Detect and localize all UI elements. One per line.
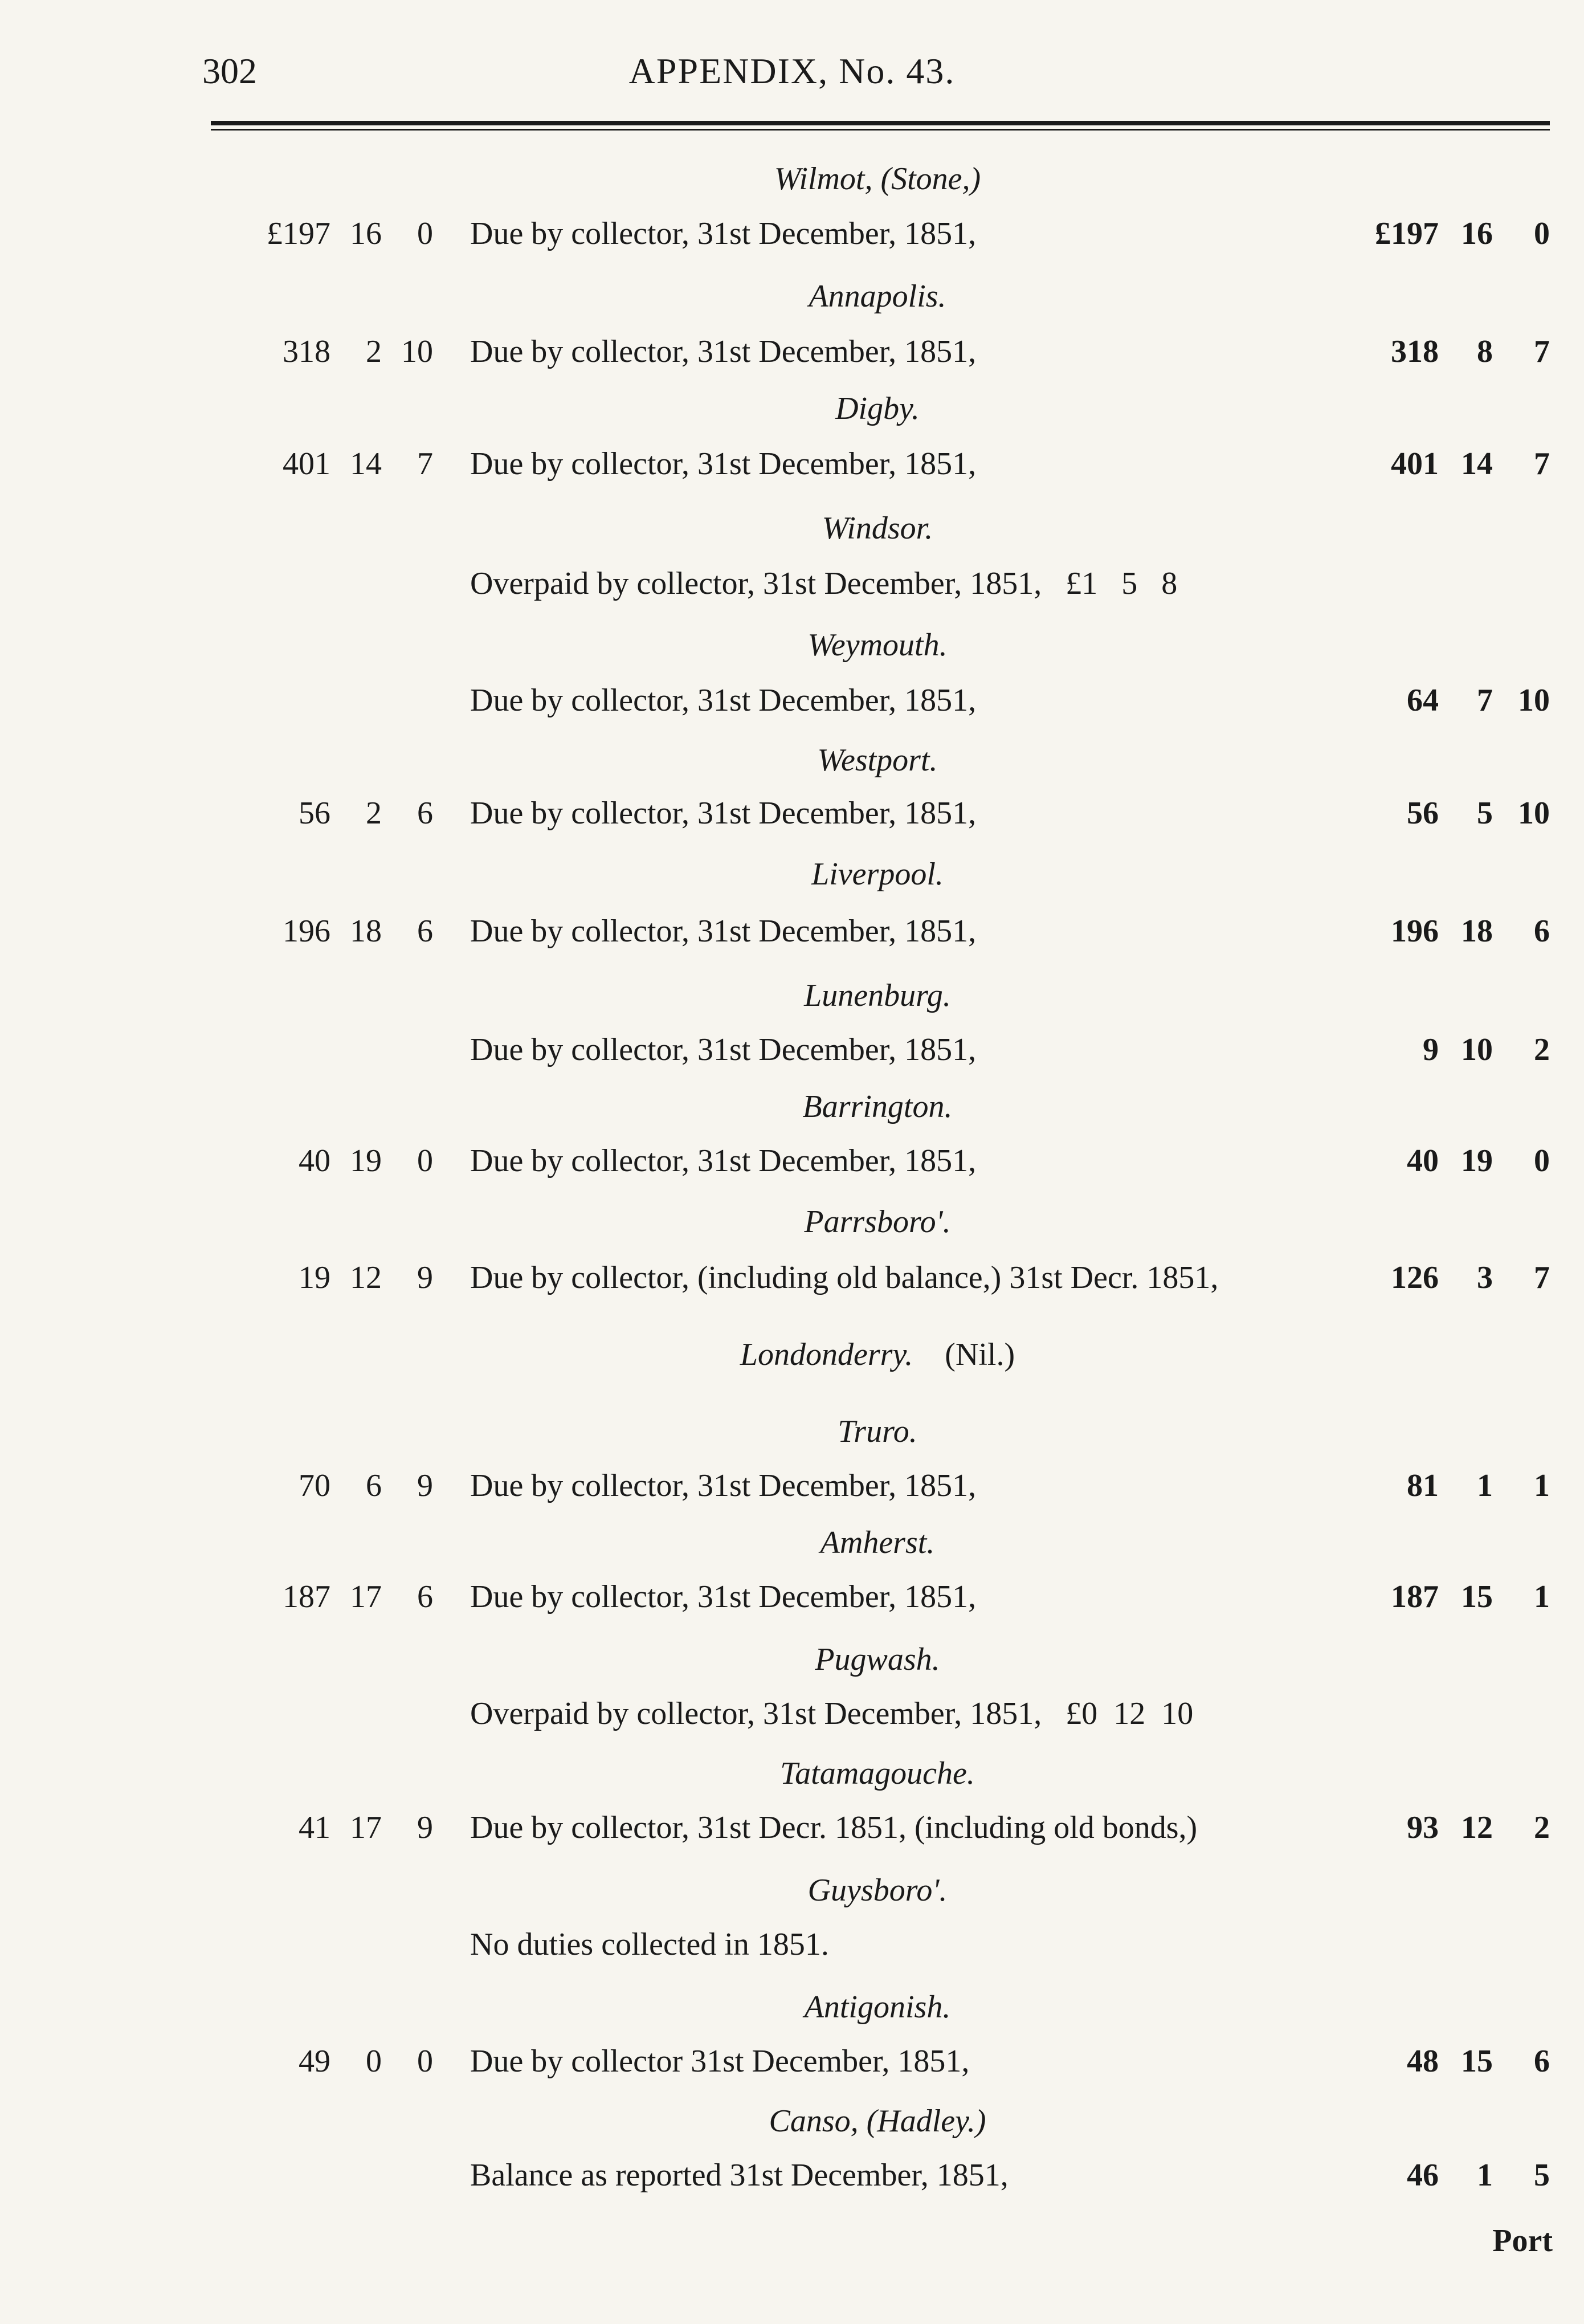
right-shillings: 16: [1461, 216, 1493, 251]
left-pence: 9: [417, 1810, 433, 1845]
left-shillings: 16: [350, 216, 382, 251]
catchword: Port: [1492, 2223, 1553, 2258]
right-pence: 1: [1534, 1579, 1550, 1614]
right-pence: 2: [1534, 1032, 1550, 1067]
page-title: APPENDIX, No. 43.: [628, 51, 956, 91]
left-pounds: 318: [283, 334, 330, 369]
right-pence: 5: [1534, 2158, 1550, 2193]
row-description: Due by collector, (including old balance,) 31st Decr. 1851,: [470, 1260, 1219, 1295]
section-heading: Parrsboro'.: [804, 1204, 951, 1240]
left-shillings: 14: [350, 446, 382, 482]
left-shillings: 17: [350, 1810, 382, 1845]
right-shillings: 15: [1461, 2044, 1493, 2079]
left-pounds: 196: [283, 914, 330, 949]
left-shillings: 17: [350, 1579, 382, 1614]
left-pounds: 56: [299, 796, 330, 831]
row-description: Due by collector, 31st December, 1851,: [470, 914, 977, 949]
ledger-row: [0, 913, 1584, 970]
right-pence: 7: [1534, 334, 1550, 369]
left-pence: 6: [417, 796, 433, 831]
header-rule-thick: [211, 121, 1550, 125]
row-description: Overpaid by collector, 31st December, 1851, £0 12 10: [470, 1696, 1194, 1731]
section-heading: Westport.: [817, 743, 938, 778]
left-pounds: 401: [283, 446, 330, 482]
right-pounds: £197: [1375, 216, 1439, 251]
page-number: 302: [202, 51, 257, 91]
row-description: Due by collector, 31st December, 1851,: [470, 446, 977, 482]
row-description: Due by collector 31st December, 1851,: [470, 2044, 970, 2079]
right-pence: 7: [1534, 446, 1550, 482]
left-pence: 10: [401, 334, 433, 369]
section-heading: Antigonish.: [804, 1989, 951, 2025]
row-description: Due by collector, 31st December, 1851,: [470, 683, 977, 718]
left-pounds: 41: [299, 1810, 330, 1845]
left-pence: 7: [417, 446, 433, 482]
ledger-row: [0, 795, 1584, 852]
left-shillings: 18: [350, 914, 382, 949]
right-pence: 10: [1518, 796, 1550, 831]
ledger-row: [0, 1926, 1584, 1983]
right-pence: 7: [1534, 1260, 1550, 1295]
right-pounds: 46: [1407, 2158, 1439, 2193]
ledger-row: [0, 1695, 1584, 1752]
right-shillings: 1: [1477, 1468, 1493, 1503]
section-heading: Pugwash.: [815, 1642, 940, 1677]
left-shillings: 12: [350, 1260, 382, 1295]
ledger-row: [0, 1809, 1584, 1866]
right-pounds: 56: [1407, 796, 1439, 831]
nil-note: (Nil.): [945, 1337, 1015, 1372]
right-pounds: 81: [1407, 1468, 1439, 1503]
page-header: [0, 50, 1584, 101]
right-shillings: 19: [1461, 1143, 1493, 1179]
right-shillings: 8: [1477, 334, 1493, 369]
left-pounds: 70: [299, 1468, 330, 1503]
left-pounds: 187: [283, 1579, 330, 1614]
ledger-row: [0, 1467, 1584, 1524]
right-shillings: 5: [1477, 796, 1493, 831]
row-description: Due by collector, 31st December, 1851,: [470, 796, 977, 831]
left-pounds: £197: [267, 216, 330, 251]
right-pence: 1: [1534, 1468, 1550, 1503]
header-rule-thin: [211, 129, 1550, 131]
left-pounds: 40: [299, 1143, 330, 1179]
section-heading: Truro.: [838, 1414, 917, 1449]
right-pounds: 196: [1391, 914, 1439, 949]
section-heading: Weymouth.: [807, 627, 948, 663]
left-shillings: 0: [366, 2044, 382, 2079]
left-pence: 6: [417, 1579, 433, 1614]
left-pence: 9: [417, 1468, 433, 1503]
row-description: Balance as reported 31st December, 1851,: [470, 2158, 1009, 2193]
ledger-row: [0, 2043, 1584, 2100]
ledger-row: [0, 1259, 1584, 1316]
right-pounds: 9: [1423, 1032, 1439, 1067]
row-description: Due by collector, 31st December, 1851,: [470, 334, 977, 369]
right-pence: 0: [1534, 1143, 1550, 1179]
right-shillings: 3: [1477, 1260, 1493, 1295]
ledger-row: [0, 2157, 1584, 2214]
ledger-row: [0, 1031, 1584, 1088]
left-pence: 0: [417, 1143, 433, 1179]
row-description: Due by collector, 31st Decr. 1851, (including old bonds,): [470, 1810, 1198, 1845]
right-pounds: 64: [1407, 683, 1439, 718]
left-pounds: 49: [299, 2044, 330, 2079]
row-description: Due by collector, 31st December, 1851,: [470, 1143, 977, 1179]
section-heading: Canso, (Hadley.): [769, 2103, 986, 2139]
section-heading: Wilmot, (Stone,): [774, 161, 981, 197]
row-description: Due by collector, 31st December, 1851,: [470, 1032, 977, 1067]
right-shillings: 15: [1461, 1579, 1493, 1614]
section-heading: Liverpool.: [811, 857, 944, 892]
londonderry-line: [0, 1336, 1584, 1373]
section-heading: Annapolis.: [809, 279, 946, 314]
left-shillings: 2: [366, 334, 382, 369]
left-pence: 0: [417, 216, 433, 251]
row-description: Due by collector, 31st December, 1851,: [470, 1579, 977, 1614]
left-pounds: 19: [299, 1260, 330, 1295]
row-description: Overpaid by collector, 31st December, 1851, £1 5 8: [470, 566, 1178, 601]
section-heading: Windsor.: [822, 511, 933, 546]
right-pence: 6: [1534, 914, 1550, 949]
section-heading: Barrington.: [802, 1089, 953, 1124]
right-pounds: 187: [1391, 1579, 1439, 1614]
left-pence: 6: [417, 914, 433, 949]
left-pence: 9: [417, 1260, 433, 1295]
right-pence: 6: [1534, 2044, 1550, 2079]
section-heading: Tatamagouche.: [780, 1756, 975, 1791]
ledger-row: [0, 565, 1584, 622]
right-pence: 10: [1518, 683, 1550, 718]
right-shillings: 1: [1477, 2158, 1493, 2193]
right-pounds: 93: [1407, 1810, 1439, 1845]
right-pence: 0: [1534, 216, 1550, 251]
right-pounds: 126: [1391, 1260, 1439, 1295]
right-pounds: 318: [1391, 334, 1439, 369]
right-shillings: 14: [1461, 446, 1493, 482]
right-pounds: 401: [1391, 446, 1439, 482]
right-shillings: 10: [1461, 1032, 1493, 1067]
ledger-row: [0, 682, 1584, 739]
section-heading: Amherst.: [820, 1525, 935, 1560]
ledger-row: [0, 1579, 1584, 1636]
section-heading: Lunenburg.: [804, 978, 951, 1013]
section-heading: Guysboro'.: [807, 1873, 948, 1908]
left-shillings: 2: [366, 796, 382, 831]
right-pounds: 40: [1407, 1143, 1439, 1179]
row-description: Due by collector, 31st December, 1851,: [470, 1468, 977, 1503]
right-pounds: 48: [1407, 2044, 1439, 2079]
left-shillings: 6: [366, 1468, 382, 1503]
ledger-row: [0, 446, 1584, 503]
right-pence: 2: [1534, 1810, 1550, 1845]
ledger-row: [0, 215, 1584, 272]
row-description: Due by collector, 31st December, 1851,: [470, 216, 977, 251]
ledger-row: [0, 333, 1584, 390]
left-pence: 0: [417, 2044, 433, 2079]
ledger-row: [0, 1143, 1584, 1200]
right-shillings: 18: [1461, 914, 1493, 949]
right-shillings: 7: [1477, 683, 1493, 718]
row-description: No duties collected in 1851.: [470, 1927, 829, 1962]
section-heading: Digby.: [835, 391, 920, 426]
right-shillings: 12: [1461, 1810, 1493, 1845]
londonderry-heading: Londonderry.: [740, 1337, 913, 1372]
left-shillings: 19: [350, 1143, 382, 1179]
